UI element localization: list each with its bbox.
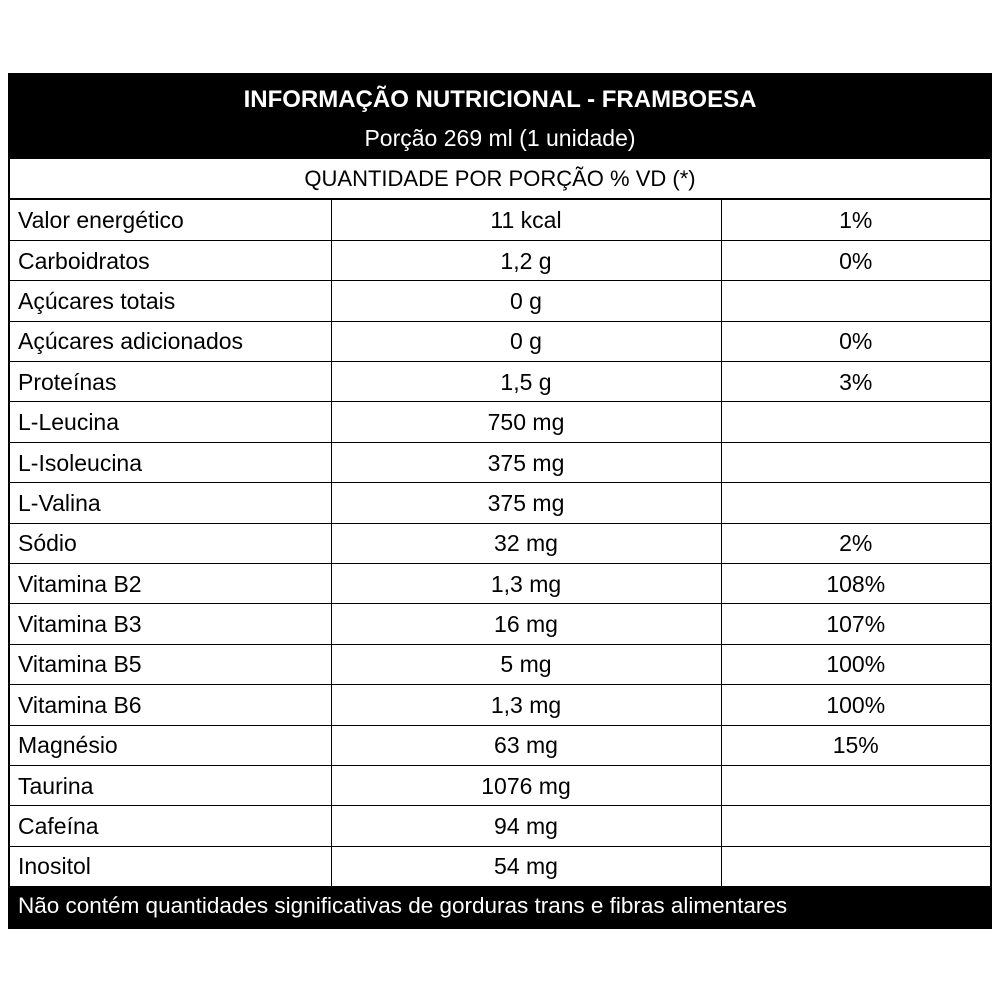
nutrient-daily-value bbox=[721, 281, 990, 321]
nutrient-name: Vitamina B5 bbox=[10, 644, 331, 684]
table-row bbox=[10, 362, 990, 402]
nutrient-daily-value bbox=[721, 806, 990, 846]
table-row bbox=[10, 644, 990, 684]
nutrient-amount: 1,5 g bbox=[331, 362, 721, 402]
nutrient-daily-value: 100% bbox=[721, 685, 990, 725]
nutrient-name: Vitamina B3 bbox=[10, 604, 331, 644]
nutrient-name: L-Leucina bbox=[10, 402, 331, 442]
nutrient-name: Açúcares adicionados bbox=[10, 321, 331, 361]
label-title: INFORMAÇÃO NUTRICIONAL - FRAMBOESA bbox=[243, 86, 757, 113]
nutrient-rows bbox=[10, 200, 990, 887]
nutrient-amount: 54 mg bbox=[331, 846, 721, 886]
nutrient-name: Carboidratos bbox=[10, 240, 331, 280]
table-row bbox=[10, 604, 990, 644]
nutrient-amount: 32 mg bbox=[331, 523, 721, 563]
table-row bbox=[10, 402, 990, 442]
table-row bbox=[10, 725, 990, 765]
nutrient-amount: 0 g bbox=[331, 281, 721, 321]
nutrient-name: Valor energético bbox=[10, 200, 331, 240]
nutrient-daily-value: 108% bbox=[721, 564, 990, 604]
nutrient-amount: 94 mg bbox=[331, 806, 721, 846]
nutrient-daily-value: 0% bbox=[721, 240, 990, 280]
nutrient-name: Sódio bbox=[10, 523, 331, 563]
nutrient-name: Vitamina B2 bbox=[10, 564, 331, 604]
table-row bbox=[10, 806, 990, 846]
nutrient-name: Açúcares totais bbox=[10, 281, 331, 321]
nutrient-daily-value bbox=[721, 483, 990, 523]
nutrient-daily-value: 1% bbox=[721, 200, 990, 240]
table-row bbox=[10, 685, 990, 725]
label-header bbox=[10, 75, 990, 159]
nutrient-daily-value: 15% bbox=[721, 725, 990, 765]
quantity-per-serving-header: QUANTIDADE POR PORÇÃO % VD (*) bbox=[10, 159, 990, 200]
nutrient-daily-value: 100% bbox=[721, 644, 990, 684]
nutrient-name: Magnésio bbox=[10, 725, 331, 765]
nutrient-amount: 750 mg bbox=[331, 402, 721, 442]
nutrition-facts-label bbox=[8, 73, 992, 929]
table-row bbox=[10, 564, 990, 604]
nutrient-amount: 1,3 mg bbox=[331, 685, 721, 725]
nutrient-name: Vitamina B6 bbox=[10, 685, 331, 725]
nutrient-table bbox=[10, 200, 990, 887]
nutrient-amount: 63 mg bbox=[331, 725, 721, 765]
table-row bbox=[10, 765, 990, 805]
nutrient-amount: 5 mg bbox=[331, 644, 721, 684]
nutrient-daily-value: 3% bbox=[721, 362, 990, 402]
table-row bbox=[10, 240, 990, 280]
nutrient-daily-value bbox=[721, 402, 990, 442]
nutrient-daily-value bbox=[721, 846, 990, 886]
nutrient-daily-value: 107% bbox=[721, 604, 990, 644]
nutrient-name: L-Isoleucina bbox=[10, 442, 331, 482]
nutrient-daily-value bbox=[721, 442, 990, 482]
nutrient-amount: 0 g bbox=[331, 321, 721, 361]
nutrient-name: Cafeína bbox=[10, 806, 331, 846]
table-row bbox=[10, 442, 990, 482]
nutrient-daily-value bbox=[721, 765, 990, 805]
nutrient-name: L-Valina bbox=[10, 483, 331, 523]
nutrient-amount: 375 mg bbox=[331, 442, 721, 482]
label-footer-note: Não contém quantidades significativas de gorduras trans e fibras alimentares bbox=[10, 886, 990, 927]
table-row bbox=[10, 523, 990, 563]
nutrient-amount: 16 mg bbox=[331, 604, 721, 644]
nutrient-amount: 375 mg bbox=[331, 483, 721, 523]
table-row bbox=[10, 483, 990, 523]
nutrient-amount: 1,2 g bbox=[331, 240, 721, 280]
nutrient-name: Proteínas bbox=[10, 362, 331, 402]
nutrient-amount: 11 kcal bbox=[331, 200, 721, 240]
table-row bbox=[10, 200, 990, 240]
nutrient-daily-value: 2% bbox=[721, 523, 990, 563]
table-row bbox=[10, 281, 990, 321]
nutrient-daily-value: 0% bbox=[721, 321, 990, 361]
serving-size: Porção 269 ml (1 unidade) bbox=[364, 125, 636, 151]
nutrient-amount: 1,3 mg bbox=[331, 564, 721, 604]
nutrient-name: Inositol bbox=[10, 846, 331, 886]
nutrient-name: Taurina bbox=[10, 765, 331, 805]
table-row bbox=[10, 321, 990, 361]
table-row bbox=[10, 846, 990, 886]
nutrient-amount: 1076 mg bbox=[331, 765, 721, 805]
